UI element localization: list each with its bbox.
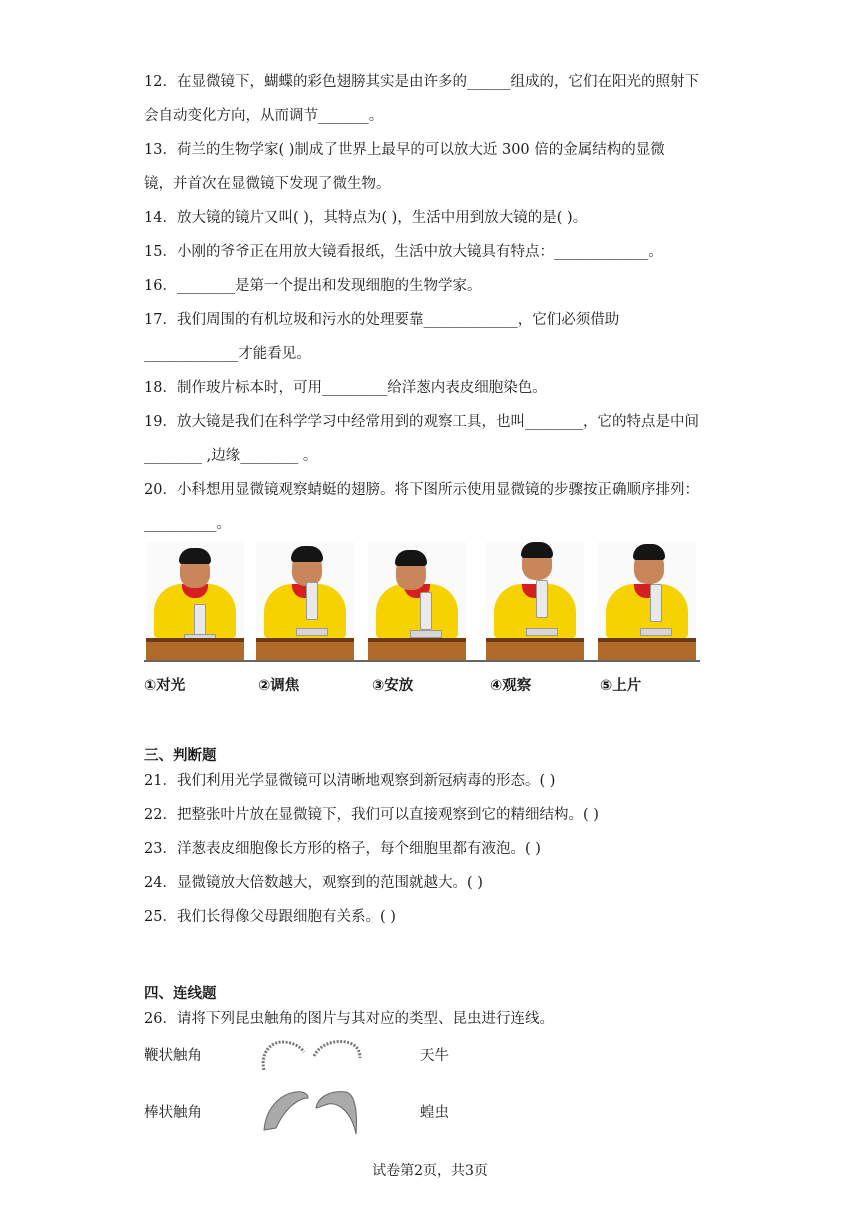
question-21: 21．我们利用光学显微镜可以清晰地观察到新冠病毒的形态。( ) xyxy=(144,773,556,789)
question-17-line-1: 17．我们周围的有机垃圾和污水的处理要靠_____________，它们必须借助 xyxy=(144,312,620,328)
caption-3: ③安放 xyxy=(372,678,414,694)
question-26: 26．请将下列昆虫触角的图片与其对应的类型、昆虫进行连线。 xyxy=(144,1011,554,1027)
section-3-title: 三、判断题 xyxy=(144,748,217,764)
match-left-2: 棒状触角 xyxy=(144,1105,202,1121)
question-23: 23．洋葱表皮细胞像长方形的格子，每个细胞里都有液泡。( ) xyxy=(144,841,541,857)
question-25: 25．我们长得像父母跟细胞有关系。( ) xyxy=(144,909,396,925)
question-22: 22．把整张叶片放在显微镜下，我们可以直接观察到它的精细结构。( ) xyxy=(144,807,599,823)
question-24: 24．显微镜放大倍数越大，观察到的范围就越大。( ) xyxy=(144,875,483,891)
question-16: 16．________是第一个提出和发现细胞的生物学家。 xyxy=(144,278,482,294)
club-antenna-image xyxy=(256,1084,366,1140)
microscope-photo-5 xyxy=(598,542,696,660)
question-18: 18．制作玻片标本时，可用_________给洋葱内表皮细胞染色。 xyxy=(144,380,547,396)
match-right-2: 蝗虫 xyxy=(420,1105,449,1121)
match-left-1: 鞭状触角 xyxy=(144,1048,202,1064)
question-14: 14．放大镜的镜片又叫( )，其特点为( )，生活中用到放大镜的是( )。 xyxy=(144,210,588,226)
question-20-line-1: 20．小科想用显微镜观察蜻蜓的翅膀。将下图所示使用显微镜的步骤按正确顺序排列： xyxy=(144,482,699,498)
microscope-photo-3 xyxy=(368,542,466,660)
match-right-1: 天牛 xyxy=(420,1048,449,1064)
question-19-line-2: ________ ,边缘________ 。 xyxy=(144,448,318,464)
microscope-photo-4 xyxy=(486,542,584,660)
question-15: 15．小刚的爷爷正在用放大镜看报纸，生活中放大镜具有特点：_____________。 xyxy=(144,244,663,260)
question-12-line-1: 12．在显微镜下，蝴蝶的彩色翅膀其实是由许多的______组成的，它们在阳光的照射下 xyxy=(144,74,699,90)
section-4-title: 四、连线题 xyxy=(144,986,217,1002)
question-12-line-2: 会自动变化方向，从而调节_______。 xyxy=(144,108,384,124)
caption-2: ②调焦 xyxy=(258,678,300,694)
caption-5: ⑤上片 xyxy=(600,678,642,694)
whip-antenna-image xyxy=(256,1036,366,1076)
page-footer: 试卷第2页，共3页 xyxy=(372,1163,488,1179)
microscope-photo-1 xyxy=(146,542,244,660)
question-17-line-2: _____________才能看见。 xyxy=(144,346,311,362)
question-13-line-2: 镜，并首次在显微镜下发现了微生物。 xyxy=(144,176,391,192)
caption-4: ④观察 xyxy=(490,678,532,694)
question-19-line-1: 19．放大镜是我们在科学学习中经常用到的观察工具，也叫________，它的特点是中间 xyxy=(144,414,699,430)
microscope-photo-2 xyxy=(256,542,354,660)
photo-strip-baseline xyxy=(144,660,700,662)
question-13-line-1: 13．荷兰的生物学家( )制成了世界上最早的可以放大近 300 倍的金属结构的显微 xyxy=(144,142,665,158)
question-20-line-2: __________。 xyxy=(144,516,231,532)
caption-1: ①对光 xyxy=(144,678,186,694)
